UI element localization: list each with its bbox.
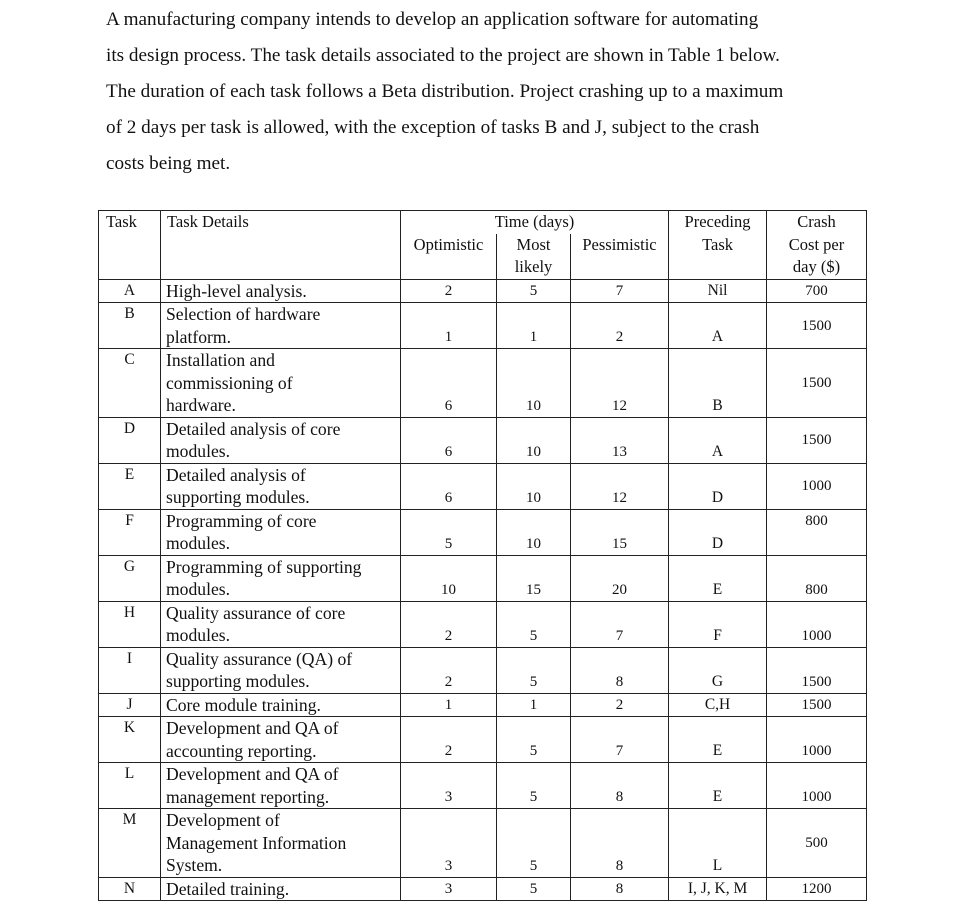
task-details: Development and QA of accounting reporting.	[161, 717, 401, 763]
pessimistic-value: 13	[571, 417, 669, 463]
pessimistic-value: 7	[571, 601, 669, 647]
preceding-task-value: Nil	[669, 279, 767, 303]
table-header-row	[99, 211, 867, 234]
table-row	[99, 693, 867, 717]
most-likely-value: 1	[497, 693, 571, 717]
crash-cost-value: 1500	[767, 349, 867, 418]
optimistic-value: 1	[401, 693, 497, 717]
header-crash-cost: Crash Cost per day ($)	[767, 211, 867, 280]
crash-cost-value: 800	[767, 509, 867, 555]
task-id: B	[99, 303, 161, 349]
task-details: Core module training.	[161, 693, 401, 717]
pessimistic-value: 2	[571, 303, 669, 349]
preceding-task-value: D	[669, 509, 767, 555]
most-likely-value: 5	[497, 877, 571, 901]
preceding-task-value: B	[669, 349, 767, 418]
crash-cost-value: 1500	[767, 417, 867, 463]
most-likely-value: 10	[497, 509, 571, 555]
paragraph-line: its design process. The task details associated to the project are shown in Table 1 below.	[106, 45, 780, 66]
pessimistic-value: 20	[571, 555, 669, 601]
task-details: Programming of core modules.	[161, 509, 401, 555]
most-likely-value: 10	[497, 349, 571, 418]
task-id: N	[99, 877, 161, 901]
task-details: Detailed training.	[161, 877, 401, 901]
pessimistic-value: 7	[571, 279, 669, 303]
most-likely-value: 5	[497, 809, 571, 878]
crash-cost-value: 1000	[767, 763, 867, 809]
pessimistic-value: 7	[571, 717, 669, 763]
preceding-task-value: A	[669, 303, 767, 349]
task-details: Selection of hardware platform.	[161, 303, 401, 349]
task-id: H	[99, 601, 161, 647]
pessimistic-value: 12	[571, 349, 669, 418]
optimistic-value: 1	[401, 303, 497, 349]
header-most-likely: Most likely	[497, 234, 571, 280]
preceding-task-value: I, J, K, M	[669, 877, 767, 901]
preceding-task-value: C,H	[669, 693, 767, 717]
optimistic-value: 2	[401, 601, 497, 647]
table-row	[99, 555, 867, 601]
task-id: E	[99, 463, 161, 509]
pessimistic-value: 12	[571, 463, 669, 509]
optimistic-value: 3	[401, 763, 497, 809]
crash-cost-value: 1000	[767, 463, 867, 509]
optimistic-value: 6	[401, 417, 497, 463]
pessimistic-value: 8	[571, 877, 669, 901]
preceding-task-value: L	[669, 809, 767, 878]
header-task: Task	[99, 211, 161, 280]
pessimistic-value: 8	[571, 647, 669, 693]
paragraph-line: of 2 days per task is allowed, with the exception of tasks B and J, subject to the crash	[106, 117, 760, 138]
table-row	[99, 303, 867, 349]
task-id: J	[99, 693, 161, 717]
preceding-task-value: F	[669, 601, 767, 647]
table-row	[99, 763, 867, 809]
table-row	[99, 717, 867, 763]
task-details: Quality assurance (QA) of supporting modules.	[161, 647, 401, 693]
preceding-task-value: D	[669, 463, 767, 509]
optimistic-value: 5	[401, 509, 497, 555]
task-details: Development of Management Information System.	[161, 809, 401, 878]
table-row	[99, 349, 867, 418]
task-details: Development and QA of management reporting.	[161, 763, 401, 809]
pessimistic-value: 2	[571, 693, 669, 717]
header-optimistic: Optimistic	[401, 234, 497, 280]
preceding-task-value: E	[669, 555, 767, 601]
task-details: Installation and commissioning of hardware.	[161, 349, 401, 418]
preceding-task-value: A	[669, 417, 767, 463]
pessimistic-value: 8	[571, 763, 669, 809]
optimistic-value: 6	[401, 349, 497, 418]
optimistic-value: 3	[401, 877, 497, 901]
most-likely-value: 5	[497, 763, 571, 809]
task-id: K	[99, 717, 161, 763]
task-details: Detailed analysis of supporting modules.	[161, 463, 401, 509]
most-likely-value: 5	[497, 601, 571, 647]
optimistic-value: 2	[401, 717, 497, 763]
task-id: A	[99, 279, 161, 303]
header-task-details: Task Details	[161, 211, 401, 280]
task-details: High-level analysis.	[161, 279, 401, 303]
crash-cost-value: 1000	[767, 601, 867, 647]
paragraph-line: The duration of each task follows a Beta distribution. Project crashing up to a maximum	[106, 81, 784, 102]
intro-paragraph	[106, 2, 866, 182]
task-table	[98, 210, 867, 901]
most-likely-value: 10	[497, 463, 571, 509]
paragraph-line: A manufacturing company intends to develop an application software for automating	[106, 9, 759, 30]
table-row	[99, 463, 867, 509]
task-id: C	[99, 349, 161, 418]
task-id: G	[99, 555, 161, 601]
task-id: I	[99, 647, 161, 693]
crash-cost-value: 700	[767, 279, 867, 303]
table-row	[99, 417, 867, 463]
most-likely-value: 5	[497, 279, 571, 303]
crash-cost-value: 1500	[767, 693, 867, 717]
optimistic-value: 2	[401, 647, 497, 693]
table-row	[99, 647, 867, 693]
most-likely-value: 5	[497, 647, 571, 693]
task-details: Programming of supporting modules.	[161, 555, 401, 601]
preceding-task-value: E	[669, 717, 767, 763]
crash-cost-value: 500	[767, 809, 867, 878]
optimistic-value: 3	[401, 809, 497, 878]
crash-cost-value: 1500	[767, 303, 867, 349]
table-row	[99, 601, 867, 647]
task-id: L	[99, 763, 161, 809]
table-row	[99, 809, 867, 878]
optimistic-value: 6	[401, 463, 497, 509]
header-preceding-task: Preceding Task	[669, 211, 767, 280]
table-row	[99, 279, 867, 303]
preceding-task-value: E	[669, 763, 767, 809]
most-likely-value: 15	[497, 555, 571, 601]
task-details: Detailed analysis of core modules.	[161, 417, 401, 463]
crash-cost-value: 800	[767, 555, 867, 601]
task-id: F	[99, 509, 161, 555]
preceding-task-value: G	[669, 647, 767, 693]
task-details: Quality assurance of core modules.	[161, 601, 401, 647]
task-id: D	[99, 417, 161, 463]
most-likely-value: 10	[497, 417, 571, 463]
task-id: M	[99, 809, 161, 878]
pessimistic-value: 8	[571, 809, 669, 878]
crash-cost-value: 1200	[767, 877, 867, 901]
crash-cost-value: 1500	[767, 647, 867, 693]
most-likely-value: 1	[497, 303, 571, 349]
table-row	[99, 877, 867, 901]
pessimistic-value: 15	[571, 509, 669, 555]
most-likely-value: 5	[497, 717, 571, 763]
paragraph-line: costs being met.	[106, 153, 231, 174]
optimistic-value: 10	[401, 555, 497, 601]
header-pessimistic: Pessimistic	[571, 234, 669, 280]
header-time-days: Time (days)	[401, 211, 669, 234]
optimistic-value: 2	[401, 279, 497, 303]
table-row	[99, 509, 867, 555]
crash-cost-value: 1000	[767, 717, 867, 763]
